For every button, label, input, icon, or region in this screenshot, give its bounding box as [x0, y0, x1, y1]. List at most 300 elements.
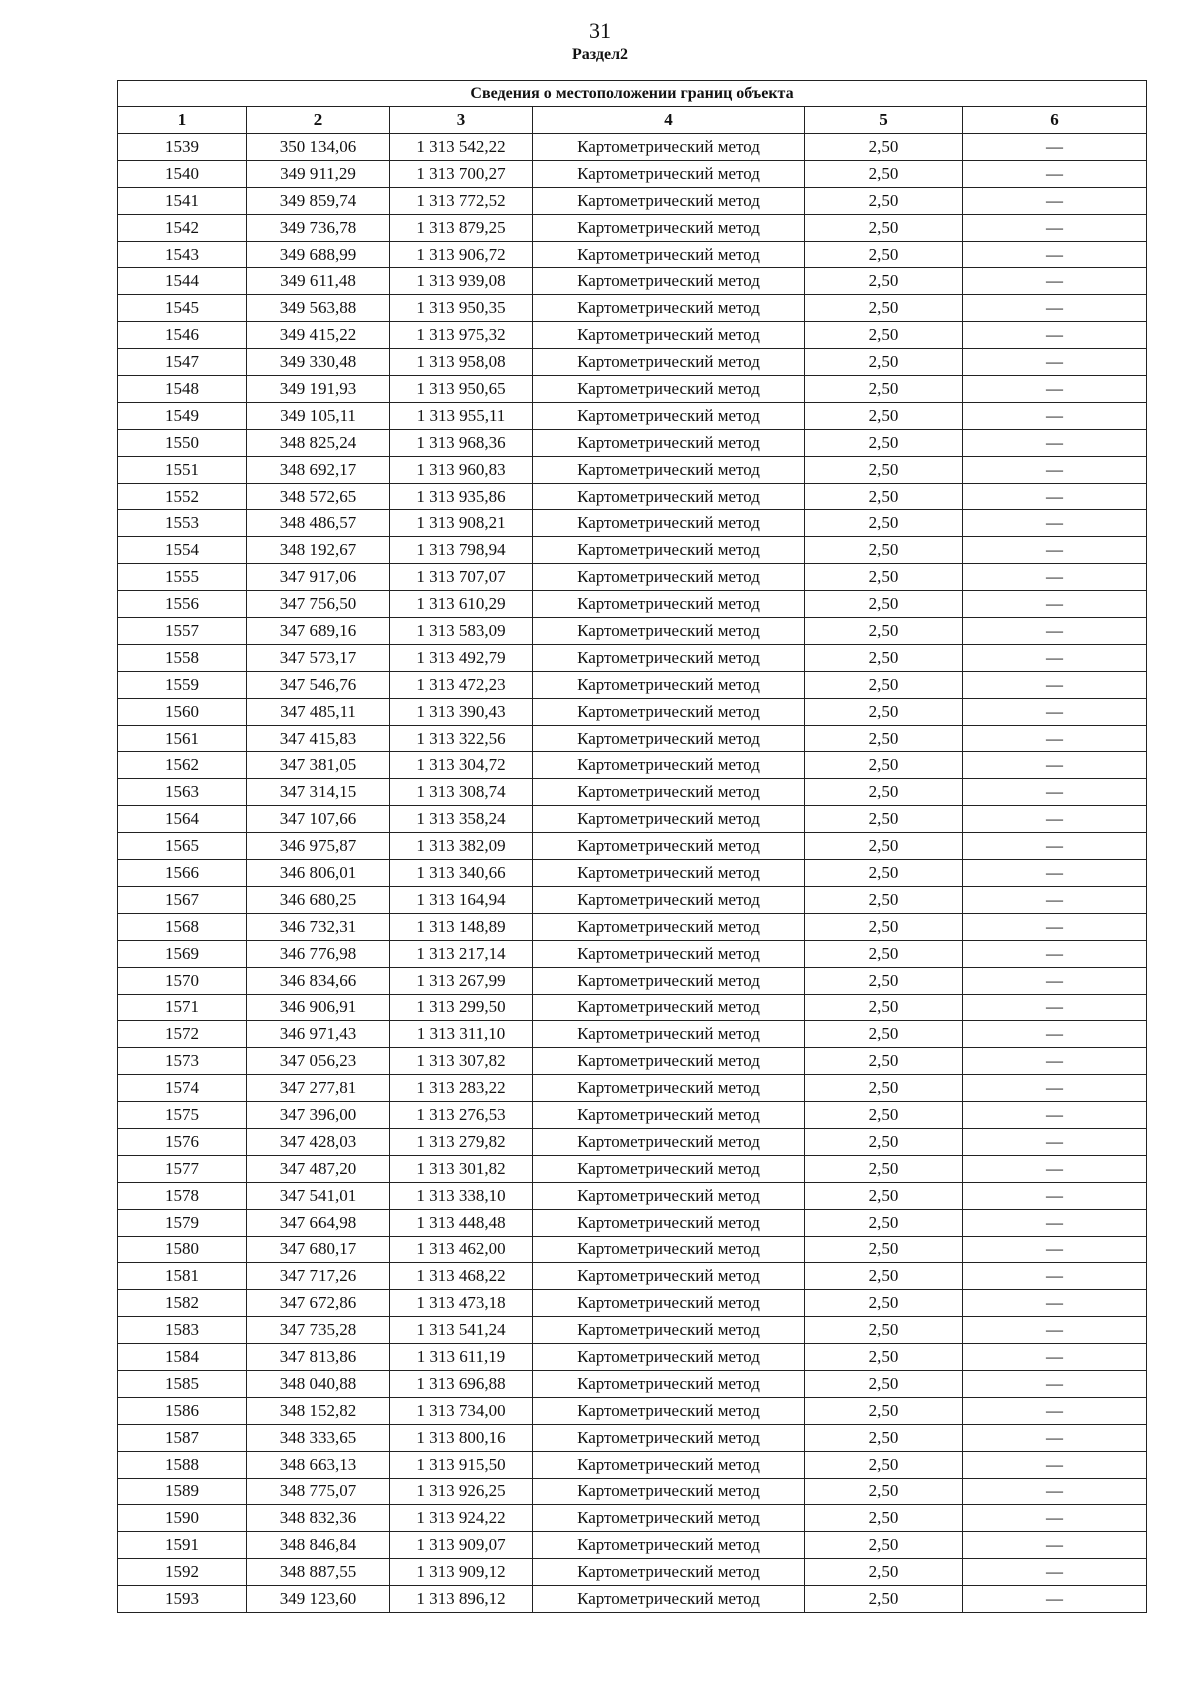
cell-x-coordinate: 347 917,06 — [247, 564, 390, 591]
cell-accuracy: 2,50 — [805, 376, 963, 403]
cell-y-coordinate: 1 313 909,07 — [390, 1532, 533, 1559]
column-header: 3 — [390, 107, 533, 134]
cell-x-coordinate: 347 428,03 — [247, 1128, 390, 1155]
cell-description: — — [963, 940, 1147, 967]
cell-accuracy: 2,50 — [805, 160, 963, 187]
cell-point-number: 1552 — [118, 483, 247, 510]
table-row — [118, 160, 1147, 187]
cell-description: — — [963, 725, 1147, 752]
cell-method: Картометрический метод — [533, 1290, 805, 1317]
cell-x-coordinate: 346 776,98 — [247, 940, 390, 967]
cell-accuracy: 2,50 — [805, 429, 963, 456]
cell-description: — — [963, 591, 1147, 618]
cell-y-coordinate: 1 313 267,99 — [390, 967, 533, 994]
cell-x-coordinate: 348 832,36 — [247, 1505, 390, 1532]
cell-accuracy: 2,50 — [805, 752, 963, 779]
cell-point-number: 1581 — [118, 1263, 247, 1290]
table-row — [118, 1075, 1147, 1102]
cell-description: — — [963, 456, 1147, 483]
cell-point-number: 1541 — [118, 187, 247, 214]
cell-point-number: 1593 — [118, 1586, 247, 1613]
cell-accuracy: 2,50 — [805, 1424, 963, 1451]
cell-x-coordinate: 346 971,43 — [247, 1021, 390, 1048]
cell-y-coordinate: 1 313 148,89 — [390, 913, 533, 940]
cell-y-coordinate: 1 313 800,16 — [390, 1424, 533, 1451]
table-row — [118, 913, 1147, 940]
cell-accuracy: 2,50 — [805, 402, 963, 429]
cell-y-coordinate: 1 313 448,48 — [390, 1209, 533, 1236]
cell-x-coordinate: 347 277,81 — [247, 1075, 390, 1102]
table-row — [118, 725, 1147, 752]
cell-x-coordinate: 347 396,00 — [247, 1102, 390, 1129]
cell-point-number: 1540 — [118, 160, 247, 187]
cell-x-coordinate: 347 689,16 — [247, 618, 390, 645]
cell-point-number: 1575 — [118, 1102, 247, 1129]
cell-accuracy: 2,50 — [805, 1344, 963, 1371]
cell-y-coordinate: 1 313 164,94 — [390, 886, 533, 913]
cell-point-number: 1548 — [118, 376, 247, 403]
cell-method: Картометрический метод — [533, 913, 805, 940]
cell-y-coordinate: 1 313 583,09 — [390, 618, 533, 645]
cell-y-coordinate: 1 313 276,53 — [390, 1102, 533, 1129]
cell-y-coordinate: 1 313 217,14 — [390, 940, 533, 967]
cell-x-coordinate: 347 664,98 — [247, 1209, 390, 1236]
table-row — [118, 322, 1147, 349]
cell-accuracy: 2,50 — [805, 1532, 963, 1559]
cell-y-coordinate: 1 313 299,50 — [390, 994, 533, 1021]
table-row — [118, 241, 1147, 268]
table-row — [118, 618, 1147, 645]
cell-accuracy: 2,50 — [805, 322, 963, 349]
cell-accuracy: 2,50 — [805, 214, 963, 241]
cell-x-coordinate: 347 573,17 — [247, 644, 390, 671]
table-row — [118, 1370, 1147, 1397]
table-row — [118, 1317, 1147, 1344]
cell-method: Картометрический метод — [533, 187, 805, 214]
cell-accuracy: 2,50 — [805, 1370, 963, 1397]
table-row — [118, 295, 1147, 322]
cell-y-coordinate: 1 313 960,83 — [390, 456, 533, 483]
column-header: 6 — [963, 107, 1147, 134]
cell-accuracy: 2,50 — [805, 886, 963, 913]
cell-description: — — [963, 1451, 1147, 1478]
cell-x-coordinate: 347 487,20 — [247, 1155, 390, 1182]
cell-accuracy: 2,50 — [805, 456, 963, 483]
cell-x-coordinate: 348 825,24 — [247, 429, 390, 456]
cell-method: Картометрический метод — [533, 241, 805, 268]
cell-point-number: 1556 — [118, 591, 247, 618]
cell-point-number: 1580 — [118, 1236, 247, 1263]
cell-y-coordinate: 1 313 462,00 — [390, 1236, 533, 1263]
cell-description: — — [963, 994, 1147, 1021]
cell-x-coordinate: 346 906,91 — [247, 994, 390, 1021]
cell-description: — — [963, 295, 1147, 322]
table-row — [118, 402, 1147, 429]
table-row — [118, 510, 1147, 537]
cell-description: — — [963, 160, 1147, 187]
table-row — [118, 1559, 1147, 1586]
cell-description: — — [963, 1209, 1147, 1236]
table-row — [118, 886, 1147, 913]
cell-y-coordinate: 1 313 924,22 — [390, 1505, 533, 1532]
cell-y-coordinate: 1 313 908,21 — [390, 510, 533, 537]
cell-accuracy: 2,50 — [805, 618, 963, 645]
cell-accuracy: 2,50 — [805, 349, 963, 376]
cell-y-coordinate: 1 313 939,08 — [390, 268, 533, 295]
cell-y-coordinate: 1 313 541,24 — [390, 1317, 533, 1344]
cell-x-coordinate: 347 056,23 — [247, 1048, 390, 1075]
cell-description: — — [963, 1155, 1147, 1182]
cell-description: — — [963, 913, 1147, 940]
cell-method: Картометрический метод — [533, 1102, 805, 1129]
page-number: 31 — [589, 18, 611, 43]
cell-method: Картометрический метод — [533, 402, 805, 429]
cell-accuracy: 2,50 — [805, 940, 963, 967]
cell-y-coordinate: 1 313 542,22 — [390, 134, 533, 161]
cell-description: — — [963, 510, 1147, 537]
cell-point-number: 1585 — [118, 1370, 247, 1397]
cell-y-coordinate: 1 313 340,66 — [390, 860, 533, 887]
column-header: 1 — [118, 107, 247, 134]
cell-point-number: 1587 — [118, 1424, 247, 1451]
cell-accuracy: 2,50 — [805, 1236, 963, 1263]
cell-accuracy: 2,50 — [805, 1505, 963, 1532]
table-row — [118, 1048, 1147, 1075]
cell-point-number: 1553 — [118, 510, 247, 537]
table-caption: Сведения о местоположении границ объекта — [118, 81, 1147, 107]
cell-accuracy: 2,50 — [805, 1075, 963, 1102]
cell-accuracy: 2,50 — [805, 537, 963, 564]
cell-method: Картометрический метод — [533, 644, 805, 671]
cell-x-coordinate: 347 813,86 — [247, 1344, 390, 1371]
cell-point-number: 1550 — [118, 429, 247, 456]
cell-y-coordinate: 1 313 734,00 — [390, 1397, 533, 1424]
cell-description: — — [963, 1397, 1147, 1424]
cell-x-coordinate: 347 541,01 — [247, 1182, 390, 1209]
table-row — [118, 1128, 1147, 1155]
cell-point-number: 1582 — [118, 1290, 247, 1317]
cell-description: — — [963, 349, 1147, 376]
table-row — [118, 376, 1147, 403]
cell-point-number: 1551 — [118, 456, 247, 483]
cell-method: Картометрический метод — [533, 1451, 805, 1478]
cell-point-number: 1559 — [118, 671, 247, 698]
cell-point-number: 1542 — [118, 214, 247, 241]
cell-description: — — [963, 671, 1147, 698]
cell-point-number: 1562 — [118, 752, 247, 779]
cell-method: Картометрический метод — [533, 1505, 805, 1532]
cell-y-coordinate: 1 313 279,82 — [390, 1128, 533, 1155]
cell-point-number: 1566 — [118, 860, 247, 887]
cell-method: Картометрический метод — [533, 940, 805, 967]
cell-description: — — [963, 1182, 1147, 1209]
cell-method: Картометрический метод — [533, 1182, 805, 1209]
cell-y-coordinate: 1 313 283,22 — [390, 1075, 533, 1102]
cell-method: Картометрический метод — [533, 779, 805, 806]
table-row — [118, 483, 1147, 510]
cell-accuracy: 2,50 — [805, 591, 963, 618]
cell-point-number: 1539 — [118, 134, 247, 161]
cell-x-coordinate: 349 911,29 — [247, 160, 390, 187]
cell-x-coordinate: 349 688,99 — [247, 241, 390, 268]
cell-accuracy: 2,50 — [805, 241, 963, 268]
cell-accuracy: 2,50 — [805, 295, 963, 322]
cell-method: Картометрический метод — [533, 1021, 805, 1048]
cell-description: — — [963, 241, 1147, 268]
column-header: 4 — [533, 107, 805, 134]
cell-x-coordinate: 349 191,93 — [247, 376, 390, 403]
cell-y-coordinate: 1 313 611,19 — [390, 1344, 533, 1371]
cell-method: Картометрический метод — [533, 725, 805, 752]
cell-y-coordinate: 1 313 311,10 — [390, 1021, 533, 1048]
cell-y-coordinate: 1 313 906,72 — [390, 241, 533, 268]
cell-description: — — [963, 1048, 1147, 1075]
table-row — [118, 806, 1147, 833]
cell-point-number: 1584 — [118, 1344, 247, 1371]
table-row — [118, 1505, 1147, 1532]
cell-accuracy: 2,50 — [805, 698, 963, 725]
cell-description: — — [963, 1236, 1147, 1263]
cell-accuracy: 2,50 — [805, 510, 963, 537]
cell-description: — — [963, 1478, 1147, 1505]
cell-description: — — [963, 1424, 1147, 1451]
cell-point-number: 1557 — [118, 618, 247, 645]
cell-method: Картометрический метод — [533, 591, 805, 618]
cell-accuracy: 2,50 — [805, 967, 963, 994]
table-row — [118, 349, 1147, 376]
table-row — [118, 1451, 1147, 1478]
cell-description: — — [963, 644, 1147, 671]
cell-x-coordinate: 347 546,76 — [247, 671, 390, 698]
cell-accuracy: 2,50 — [805, 1317, 963, 1344]
cell-accuracy: 2,50 — [805, 268, 963, 295]
cell-x-coordinate: 348 152,82 — [247, 1397, 390, 1424]
table-row — [118, 940, 1147, 967]
cell-x-coordinate: 349 123,60 — [247, 1586, 390, 1613]
cell-accuracy: 2,50 — [805, 483, 963, 510]
table-row — [118, 752, 1147, 779]
cell-x-coordinate: 347 680,17 — [247, 1236, 390, 1263]
cell-method: Картометрический метод — [533, 1317, 805, 1344]
cell-y-coordinate: 1 313 975,32 — [390, 322, 533, 349]
cell-y-coordinate: 1 313 958,08 — [390, 349, 533, 376]
cell-point-number: 1571 — [118, 994, 247, 1021]
table-row — [118, 1344, 1147, 1371]
cell-accuracy: 2,50 — [805, 1397, 963, 1424]
cell-point-number: 1565 — [118, 833, 247, 860]
cell-point-number: 1583 — [118, 1317, 247, 1344]
cell-accuracy: 2,50 — [805, 994, 963, 1021]
table-row — [118, 429, 1147, 456]
cell-description: — — [963, 618, 1147, 645]
cell-x-coordinate: 346 806,01 — [247, 860, 390, 887]
cell-point-number: 1560 — [118, 698, 247, 725]
cell-x-coordinate: 346 834,66 — [247, 967, 390, 994]
cell-accuracy: 2,50 — [805, 806, 963, 833]
cell-accuracy: 2,50 — [805, 134, 963, 161]
cell-x-coordinate: 349 859,74 — [247, 187, 390, 214]
cell-accuracy: 2,50 — [805, 833, 963, 860]
table-row — [118, 644, 1147, 671]
cell-description: — — [963, 402, 1147, 429]
cell-point-number: 1547 — [118, 349, 247, 376]
cell-point-number: 1574 — [118, 1075, 247, 1102]
cell-description: — — [963, 187, 1147, 214]
cell-method: Картометрический метод — [533, 429, 805, 456]
cell-y-coordinate: 1 313 896,12 — [390, 1586, 533, 1613]
cell-description: — — [963, 1075, 1147, 1102]
cell-y-coordinate: 1 313 472,23 — [390, 671, 533, 698]
cell-point-number: 1570 — [118, 967, 247, 994]
cell-accuracy: 2,50 — [805, 913, 963, 940]
cell-x-coordinate: 346 732,31 — [247, 913, 390, 940]
cell-x-coordinate: 347 717,26 — [247, 1263, 390, 1290]
table-row — [118, 214, 1147, 241]
cell-accuracy: 2,50 — [805, 1021, 963, 1048]
cell-accuracy: 2,50 — [805, 187, 963, 214]
cell-x-coordinate: 346 680,25 — [247, 886, 390, 913]
cell-x-coordinate: 349 105,11 — [247, 402, 390, 429]
cell-accuracy: 2,50 — [805, 644, 963, 671]
table-row — [118, 1586, 1147, 1613]
cell-point-number: 1544 — [118, 268, 247, 295]
cell-point-number: 1573 — [118, 1048, 247, 1075]
cell-description: — — [963, 268, 1147, 295]
cell-method: Картометрический метод — [533, 833, 805, 860]
cell-accuracy: 2,50 — [805, 860, 963, 887]
cell-method: Картометрический метод — [533, 1370, 805, 1397]
cell-accuracy: 2,50 — [805, 1451, 963, 1478]
cell-y-coordinate: 1 313 492,79 — [390, 644, 533, 671]
cell-description: — — [963, 1128, 1147, 1155]
table-row — [118, 134, 1147, 161]
cell-point-number: 1586 — [118, 1397, 247, 1424]
cell-method: Картометрический метод — [533, 537, 805, 564]
cell-point-number: 1558 — [118, 644, 247, 671]
cell-point-number: 1576 — [118, 1128, 247, 1155]
cell-description: — — [963, 698, 1147, 725]
cell-description: — — [963, 1559, 1147, 1586]
cell-method: Картометрический метод — [533, 698, 805, 725]
cell-description: — — [963, 886, 1147, 913]
cell-method: Картометрический метод — [533, 752, 805, 779]
cell-method: Картометрический метод — [533, 1263, 805, 1290]
cell-point-number: 1568 — [118, 913, 247, 940]
cell-y-coordinate: 1 313 338,10 — [390, 1182, 533, 1209]
cell-description: — — [963, 1290, 1147, 1317]
cell-x-coordinate: 347 756,50 — [247, 591, 390, 618]
cell-x-coordinate: 348 333,65 — [247, 1424, 390, 1451]
table-row — [118, 1397, 1147, 1424]
column-header: 5 — [805, 107, 963, 134]
cell-point-number: 1546 — [118, 322, 247, 349]
cell-y-coordinate: 1 313 390,43 — [390, 698, 533, 725]
table-body — [118, 134, 1147, 1613]
table-row — [118, 591, 1147, 618]
cell-method: Картометрический метод — [533, 295, 805, 322]
table-row — [118, 1155, 1147, 1182]
cell-point-number: 1555 — [118, 564, 247, 591]
cell-point-number: 1579 — [118, 1209, 247, 1236]
cell-y-coordinate: 1 313 304,72 — [390, 752, 533, 779]
cell-y-coordinate: 1 313 322,56 — [390, 725, 533, 752]
cell-y-coordinate: 1 313 909,12 — [390, 1559, 533, 1586]
cell-method: Картометрический метод — [533, 1532, 805, 1559]
cell-method: Картометрический метод — [533, 1478, 805, 1505]
cell-y-coordinate: 1 313 968,36 — [390, 429, 533, 456]
cell-method: Картометрический метод — [533, 967, 805, 994]
cell-point-number: 1554 — [118, 537, 247, 564]
cell-y-coordinate: 1 313 700,27 — [390, 160, 533, 187]
cell-accuracy: 2,50 — [805, 1290, 963, 1317]
cell-method: Картометрический метод — [533, 618, 805, 645]
cell-point-number: 1564 — [118, 806, 247, 833]
cell-description: — — [963, 1021, 1147, 1048]
cell-point-number: 1588 — [118, 1451, 247, 1478]
cell-y-coordinate: 1 313 358,24 — [390, 806, 533, 833]
table-row — [118, 456, 1147, 483]
cell-accuracy: 2,50 — [805, 1478, 963, 1505]
cell-description: — — [963, 779, 1147, 806]
cell-description: — — [963, 537, 1147, 564]
table-caption-row — [118, 81, 1147, 107]
table-row — [118, 671, 1147, 698]
cell-x-coordinate: 348 775,07 — [247, 1478, 390, 1505]
cell-x-coordinate: 348 887,55 — [247, 1559, 390, 1586]
cell-method: Картометрический метод — [533, 1344, 805, 1371]
cell-method: Картометрический метод — [533, 376, 805, 403]
table-row — [118, 779, 1147, 806]
cell-y-coordinate: 1 313 610,29 — [390, 591, 533, 618]
boundary-coordinates-table — [117, 80, 1147, 1613]
cell-y-coordinate: 1 313 950,65 — [390, 376, 533, 403]
cell-x-coordinate: 349 563,88 — [247, 295, 390, 322]
cell-method: Картометрический метод — [533, 1209, 805, 1236]
table-row — [118, 833, 1147, 860]
cell-x-coordinate: 348 846,84 — [247, 1532, 390, 1559]
table-row — [118, 1102, 1147, 1129]
cell-y-coordinate: 1 313 473,18 — [390, 1290, 533, 1317]
cell-method: Картометрический метод — [533, 483, 805, 510]
cell-description: — — [963, 1505, 1147, 1532]
section-title: Раздел2 — [571, 46, 629, 63]
cell-description: — — [963, 214, 1147, 241]
cell-description: — — [963, 967, 1147, 994]
cell-accuracy: 2,50 — [805, 1048, 963, 1075]
cell-x-coordinate: 349 415,22 — [247, 322, 390, 349]
cell-method: Картометрический метод — [533, 160, 805, 187]
cell-point-number: 1549 — [118, 402, 247, 429]
cell-x-coordinate: 349 330,48 — [247, 349, 390, 376]
cell-y-coordinate: 1 313 926,25 — [390, 1478, 533, 1505]
cell-method: Картометрический метод — [533, 1236, 805, 1263]
cell-x-coordinate: 347 107,66 — [247, 806, 390, 833]
cell-point-number: 1590 — [118, 1505, 247, 1532]
cell-description: — — [963, 376, 1147, 403]
cell-y-coordinate: 1 313 696,88 — [390, 1370, 533, 1397]
cell-y-coordinate: 1 313 772,52 — [390, 187, 533, 214]
cell-description: — — [963, 1532, 1147, 1559]
table-row — [118, 1182, 1147, 1209]
cell-method: Картометрический метод — [533, 806, 805, 833]
table-row — [118, 860, 1147, 887]
cell-method: Картометрический метод — [533, 860, 805, 887]
table-row — [118, 187, 1147, 214]
cell-method: Картометрический метод — [533, 1048, 805, 1075]
cell-y-coordinate: 1 313 308,74 — [390, 779, 533, 806]
cell-method: Картометрический метод — [533, 456, 805, 483]
cell-point-number: 1589 — [118, 1478, 247, 1505]
